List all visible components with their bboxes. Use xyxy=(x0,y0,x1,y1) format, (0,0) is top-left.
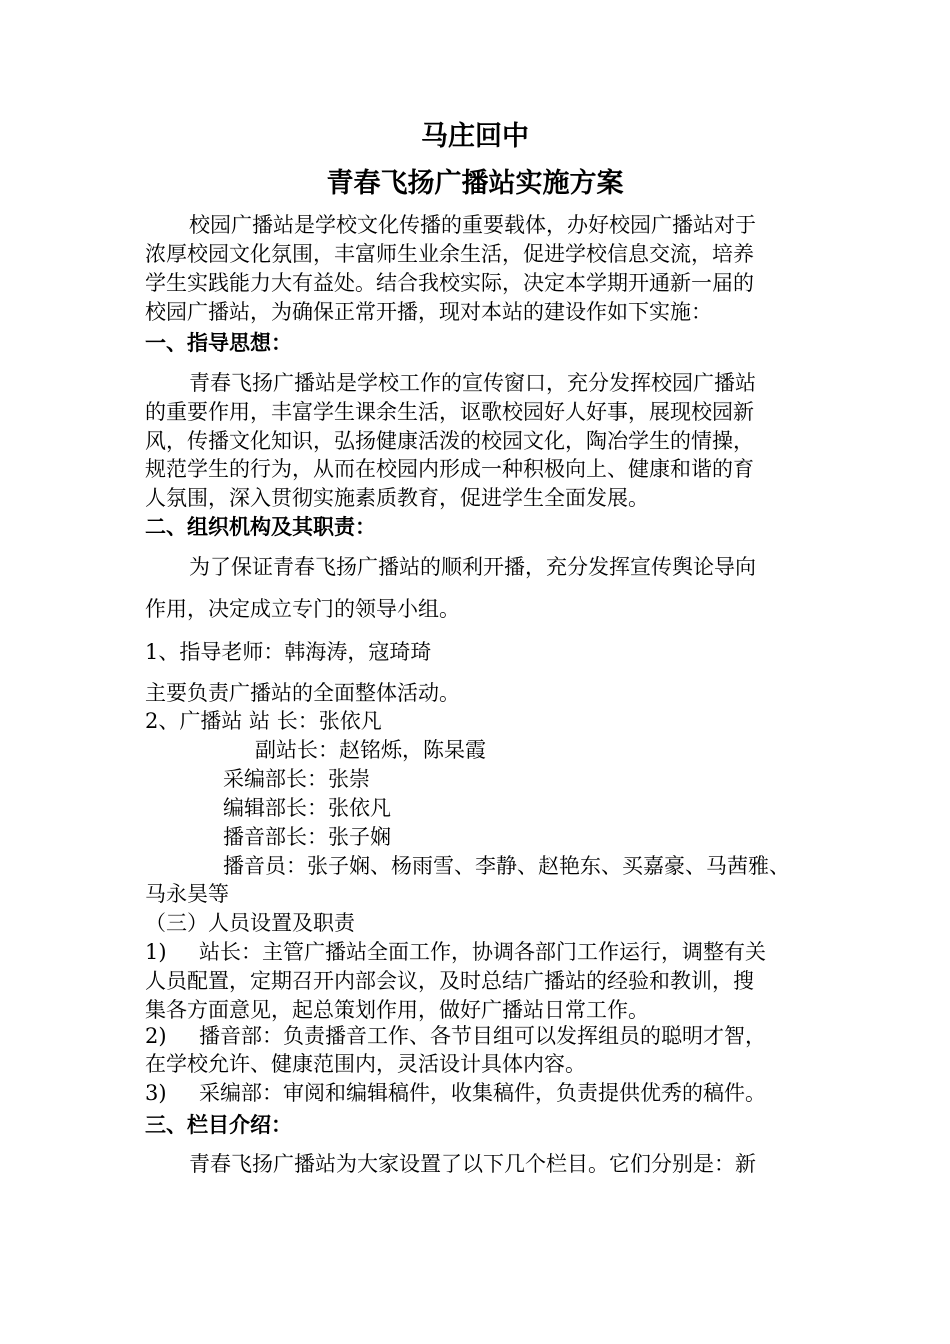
section1-line: 人氛围，深入贯彻实施素质教育，促进学生全面发展。 xyxy=(145,486,649,510)
section2-paragraph: 为了保证青春飞扬广播站的顺利开播，充分发挥宣传舆论导向 xyxy=(189,555,756,579)
duty-line: 采编部：审阅和编辑稿件，收集稿件，负责提供优秀的稿件。 xyxy=(199,1081,766,1105)
section1-line: 青春飞扬广播站是学校工作的宣传窗口，充分发挥校园广播站 xyxy=(189,371,756,395)
document-title: 青春飞扬广播站实施方案 xyxy=(326,168,624,199)
intro-line: 校园广播站是学校文化传播的重要载体，办好校园广播站对于 xyxy=(189,213,756,237)
intro-line: 学生实践能力大有益处。结合我校实际，决定本学期开通新一届的 xyxy=(145,271,754,295)
duty-number: 3) xyxy=(145,1081,167,1105)
intro-line: 浓厚校园文化氛围，丰富师生业余生活，促进学校信息交流，培养 xyxy=(145,242,754,266)
roster-deputy: 副站长：赵铭烁，陈杲霞 xyxy=(255,738,486,762)
duty-number: 1) xyxy=(145,940,167,964)
section-heading-guiding-ideas: 一、指导思想： xyxy=(145,331,292,355)
duty-line: 集各方面意见，起总策划作用，做好广播站日常工作。 xyxy=(145,998,649,1022)
section-heading-organization: 二、组织机构及其职责： xyxy=(145,515,376,539)
section3-paragraph: 青春飞扬广播站为大家设置了以下几个栏目。它们分别是：新 xyxy=(189,1152,756,1176)
section-heading-programs: 三、栏目介绍： xyxy=(145,1113,292,1137)
school-name: 马庄回中 xyxy=(421,121,529,152)
advisor-line: 1、指导老师：韩海涛，寇琦琦 xyxy=(145,640,432,664)
section2-paragraph: 作用，决定成立专门的领导小组。 xyxy=(145,597,460,621)
roster-station-head: 2、广播站 站 长：张依凡 xyxy=(145,709,382,733)
roster-broadcast-head: 播音部长：张子娴 xyxy=(223,825,391,849)
duty-line: 站长：主管广播站全面工作，协调各部门工作运行，调整有关 xyxy=(199,940,766,964)
roster-announcers-cont: 马永昊等 xyxy=(145,882,229,906)
duty-number: 2) xyxy=(145,1024,167,1048)
duty-line: 在学校允许、健康范围内，灵活设计具体内容。 xyxy=(145,1052,586,1076)
section1-line: 的重要作用，丰富学生课余生活，讴歌校园好人好事，展现校园新 xyxy=(145,400,754,424)
intro-line: 校园广播站，为确保正常开播，现对本站的建设作如下实施： xyxy=(145,300,712,324)
duty-line: 人员配置，定期召开内部会议，及时总结广播站的经验和教训，搜 xyxy=(145,969,754,993)
duty-line: 播音部：负责播音工作、各节目组可以发挥组员的聪明才智， xyxy=(199,1024,766,1048)
personnel-heading: （三）人员设置及职责 xyxy=(145,911,355,935)
roster-editor-in-chief: 采编部长：张崇 xyxy=(223,767,370,791)
roster-editing-head: 编辑部长：张依凡 xyxy=(223,796,391,820)
roster-announcers: 播音员：张子娴、杨雨雪、李静、赵艳东、买嘉豪、马茜雅、 xyxy=(223,854,790,878)
advisor-duty: 主要负责广播站的全面整体活动。 xyxy=(145,681,460,705)
section1-line: 规范学生的行为，从而在校园内形成一种积极向上、健康和谐的育 xyxy=(145,457,754,481)
section1-line: 风，传播文化知识，弘扬健康活泼的校园文化，陶冶学生的情操， xyxy=(145,429,754,453)
